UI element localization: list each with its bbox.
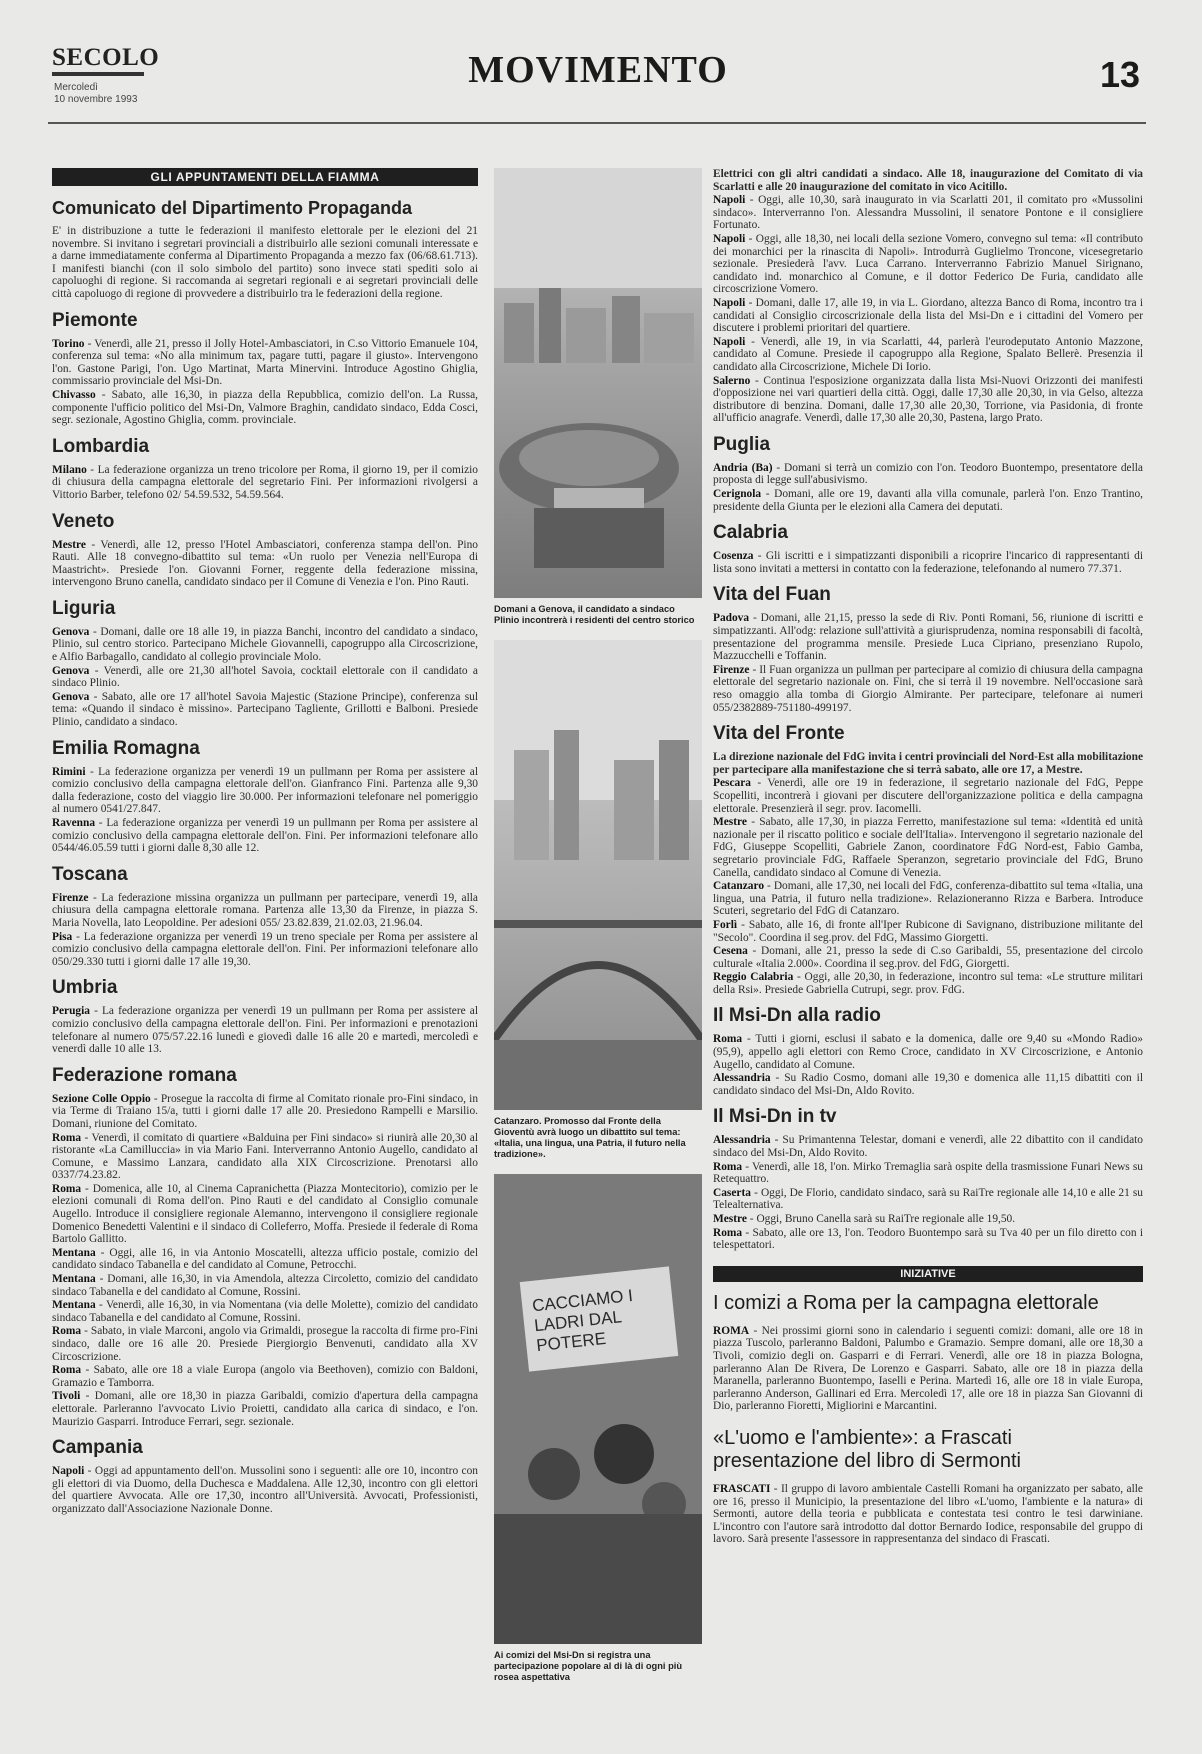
item-text: - La federazione missina organizza un pullmann per partecipare, venerdì 19, alla chiusura della campagna elettorale romana. Partenza alle 13,30 da Firenze, in piazza S. Maria Novella, lato Leopoldine. Per adesioni 055/ 23.82.839, 21.02.03, 21.96.04. [52,891,478,929]
page-number: 13 [1099,54,1140,95]
item-text: - Venerdì, il comitato di quartiere «Balduina per Fini sindaco» si riunirà alle 20,30 al ristorante «La Camilluccia» in via Mario Fani. Interverranno Antonio Augello, candidato al Comune, e Massimo Lanzara, candidato alla XIX Circoscrizione. Prenotarsi allo 0337/74.23.82. [52,1131,478,1182]
item-paragraph [713,1072,1143,1097]
region-heading: Umbria [52,977,118,999]
item-text: - Domani, alle ore 18,30 in piazza Garibaldi, comizio d'apertura della campagna elettorale. Parleranno l'avvocato Livio Proietti, candidato alla carica di sindaco, e l'on. Maurizio Gasparri. Introduce Ferrari, segr. sezionale. [52,1390,478,1428]
item-paragraph [713,462,1143,487]
item-paragraph [52,1005,478,1055]
intro-title: Comunicato del Dipartimento Propaganda [52,198,413,218]
item-paragraph [52,1183,478,1246]
item-paragraph [52,1465,478,1515]
item-city: Napoli [713,335,746,348]
region-heading: Vita del Fronte [713,723,845,745]
item-paragraph [713,1227,1143,1252]
item-paragraph [713,880,1143,918]
item-paragraph [713,375,1143,425]
item-city: Firenze [52,891,89,904]
item-paragraph [52,539,478,589]
item-paragraph [52,1093,478,1131]
genova-photo [494,168,702,598]
appointments-banner: GLI APPUNTAMENTI DELLA FIAMMA [52,168,478,186]
item-city: Ravenna [52,817,96,829]
region-heading: Campania [52,1437,143,1459]
item-city: Salerno [713,374,751,387]
item-text: - Venerdì, alle 12, presso l'Hotel Ambasciatori, conferenza stampa dell'on. Pino Rauti. Alle 18 convegno-dibattito sul tema: «Un ruolo per Venezia nell'Europa di Maastricht». Presiede l'on. Giovanni Forner, reggente della federazione missina, intervengono Bruno canella, candidato sindaco per il Comune di Venezia e l'on. Pino Rauti. [52,538,478,589]
item-text: - La federazione organizza un treno tricolore per Roma, il giorno 19, per il comizio di chiusura della campagna elettorale del segretario Fini. Per informazioni rivolgersi a Vittorio Barber, telefono 02/ 54.59.532, 54.59.564. [52,463,478,501]
roma-comizi-title: I comizi a Roma per la campagna elettorale [713,1291,1099,1314]
item-text: - Venerdì, alle 19, in via Scarlatti, 44, parlerà l'eurodeputato Antonio Mazzone, candidato al Comune. Presiede il capogruppo alla Regione, Spalato Bellerè. Presenzia il candidato alla Circoscrizione, Michele Di Iorio. [713,335,1143,373]
item-paragraph [52,338,478,388]
item-paragraph [713,1187,1143,1212]
item-text: - Oggi, alle 20,30, in federazione, incontro sul tema: «Le strutture militari della Rsi». Presiede Gabriella Cutrupi, segr. prov. FdG. [713,971,1143,996]
item-paragraph [713,336,1143,374]
item-city: Alessandria [713,1072,771,1085]
region-heading: Il Msi-Dn in tv [713,1106,837,1128]
protest-sign-text: CACCIAMO I LADRI DAL POTERE [531,1285,634,1356]
item-text: - Domani, alle 17,30, nei locali del FdG, conferenza-dibattito sul tema «Italia, una lingua, una Patria, il futuro nella tradizione». Relazioneranno Rizza e Barbera. Introduce Scuteri, segretario del FdG di Catanzaro. [713,880,1143,918]
item-paragraph [52,1364,478,1389]
item-text: - Domani, alle 21, presso la sede di C.so Garibaldi, 55, presentazione del circolo culturale «Italia 2.000». Coordina il seg.prov. del FdG, Giorgetti. [713,945,1143,970]
issue-weekday: Mercoledì [54,82,98,93]
item-paragraph [713,816,1143,879]
item-paragraph [52,892,478,930]
left-column [52,168,478,1698]
region-heading: Vita del Fuan [713,584,831,606]
item-text: - Continua l'esposizione organizzata dalla lista Msi-Nuovi Orizzonti dei manifesti d'opposizione nei vari quartieri della città. Oggi, dalle 17,30 alle 20,30, in via Gelso, altezza distributore di benzina. Domani, dalle 17,30 alle 20,30, Torrione, via Pasidonia, di fronte all'ufficio anagrafe. Venerdì, dalle 17,30 alle 20,30, Pastena, largo Prato. [713,374,1143,425]
region-heading: Calabria [713,522,788,544]
region-heading: Puglia [713,433,771,455]
item-city: Roma [52,1325,82,1338]
item-city: Mentana [52,1273,96,1286]
middle-column [494,168,702,1728]
item-city: Napoli [713,232,746,245]
item-text: - La federazione organizza per venerdì 19 un pullmann per Roma per assistere al comizio conclusivo della campagna elettorale dell'on. Gianfranco Fini. Partenza alle 9,30 dalla federazione, costo del viaggio lire 30.000. Per informazioni telefonare nel pomeriggio al numero 0541/27.847. [52,765,478,816]
item-text: - Sabato, in viale Marconi, angolo via Grimaldi, prosegue la raccolta di firme pro-Fini sindaco, dalle ore 16 alle 20. Presiede Piergiorgio Benvenuti, candidato alla XV Circoscrizione. [52,1325,478,1363]
item-text: - Gli iscritti e i simpatizzanti disponibili a ricoprire l'incarico di rappresentanti di lista sono invitati a mettersi in contatto con la federazione, telefonando al numero 77.371. [713,550,1143,575]
item-city: Andria (Ba) [713,461,773,474]
item-paragraph [52,464,478,502]
item-text: - Venerdì, alle 16,30, in via Nomentana (via delle Molette), comizio del candidato sindaco Tabanella e del candidato al Comune, Rossini. [52,1299,478,1324]
item-paragraph [52,1299,478,1324]
region-heading: Federazione romana [52,1064,237,1086]
item-paragraph [713,550,1143,575]
item-city: Forlì [713,918,738,931]
item-city: Pisa [52,930,73,943]
roma-comizi-text [713,1325,1143,1413]
item-text: - Su Primantenna Telestar, domani e venerdì, alle 22 dibattito con il candidato sindaco del Msi-Dn, Aldo Rovito. [713,1134,1143,1160]
frascati-city: FRASCATI [713,1482,771,1495]
item-city: Rimini [52,765,86,778]
region-heading: Liguria [52,597,116,619]
item-text: - Venerdì, alle 21, presso il Jolly Hotel-Ambasciatori, in C.so Vittorio Emanuele 104, conferenza sul tema: «No alla minimum tax, pagare tutti, pagare il giusto». Intervengono l'on. Gastone Parigi, l'on. Ugo Martinat, Marta Minervini. Introduce Agostino Ghiglia, commissario provinciale del Msi-Dn. [52,337,478,388]
item-city: Torino [52,337,85,350]
catanzaro-photo [494,640,702,1110]
item-city: Catanzaro [713,880,765,893]
region-heading: Il Msi-Dn alla radio [713,1005,881,1027]
item-text: La direzione nazionale del FdG invita i centri provinciali del Nord-Est alla mobilitazione per partecipare alla manifestazione che si terrà sabato, alle ore 17, a Mestre. [713,751,1143,776]
item-text: - Domani, alle ore 19, davanti alla villa comunale, parlerà l'on. Enzo Trantino, presidente della Giunta per le elezioni alla Camera dei deputati. [713,488,1143,513]
item-text: - Prosegue la raccolta di firme al Comitato rionale pro-Fini sindaco, in via Terme di Traiano 15/a, tutti i giorni dalle 17 alle 20. Presiedono Rampelli e Marsilio. Domani, riunione del Comitato. [52,1092,478,1130]
item-paragraph [52,817,478,855]
item-paragraph [52,1132,478,1182]
item-text: - Il Fuan organizza un pullman per partecipare al comizio di chiusura della campagna elettorale del segretario nazionale on. Fini, che si terrà il 19 novembre. Nell'occasione sarà reso omaggio alla tomba di Giorgio Almirante. Per partecipare, telefonare ai numeri 055/2382889-751180-499197. [713,663,1143,714]
section-title: MOVIMENTO [468,49,728,91]
item-city: Genova [52,625,90,638]
item-city: Chivasso [52,388,96,401]
item-city: Pescara [713,777,751,790]
item-paragraph [713,488,1143,513]
item-paragraph [713,971,1143,996]
item-paragraph [713,1033,1143,1071]
item-city: Firenze [713,663,750,676]
region-heading: Piemonte [52,309,138,331]
item-paragraph [713,1134,1143,1159]
item-city: Mestre [713,1213,747,1225]
item-text: - Tutti i giorni, esclusi il sabato e la domenica, dalle ore 9,40 su «Mondo Radio» (95,9), appello agli elettori con Remo Croce, candidato in XV Circoscrizione, e Antonio Augello, candidato al Comune. [713,1033,1143,1071]
roma-comizi-body: - Nei prossimi giorni sono in calendario i seguenti comizi: domani, alle ore 18 in piazza Tuscolo, parleranno Baldoni, Palumbo e Gramazio. Sempre domani, alle ore 18,30 a Tivoli, comizio degli on. Gasparri e di Ferrari. Venerdì, alle ore 18 in piazza Bologna, parleranno Alan De Rivera, De Lorenzo e Gasparri. Sabato, alle ore 18 in piazza della Maranella, parleranno Buontempo, Iaselli e Perina. Martedì 16, alle ore 18 in viale Europa, parleranno Anderson, Gallinari ed Erra. Mercoledì 17, alle ore 18 in piazza San Giovanni di Dio, parleranno Fioretti, Migliorini e Marcantini. [713,1324,1143,1413]
item-city: Mestre [713,816,747,829]
item-text: Elettrici con gli altri candidati a sindaco. Alle 18, inaugurazione del Comitato di via Scarlatti e alle 20 inaugurazione del comitato in vico Acitillo. [713,168,1143,193]
item-paragraph [52,389,478,427]
caption-genova: Domani a Genova, il candidato a sindaco Plinio incontrerà i residenti del centro storico [494,604,695,625]
item-city: Mentana [52,1299,96,1312]
item-city: Caserta [713,1186,751,1199]
header-divider [48,122,1146,124]
catanzaro-photo-art [494,640,702,1110]
item-text: - Domani, alle 21,15, presso la sede di Riv. Ponti Romani, 56, riunione di iscritti e simpatizzanti. All'odg: relazione sull'attività a giurisprudenza, nomina responsabili di facoltà, presentazione del programma mensile. Presiede Luca Cipriano, presenziano Rupolo, Mazzucchelli e Toffanin. [713,612,1143,663]
item-city: Roma [713,1226,743,1239]
item-text: - Su Radio Cosmo, domani alle 19,30 e domenica alle 11,15 dibattiti con il candidato sindaco del Msi-Dn, Aldo Rovito. [713,1072,1143,1097]
rally-photo-art [494,1174,702,1644]
item-city: Roma [713,1033,743,1046]
item-city: Milano [52,463,87,476]
rally-photo [494,1174,702,1644]
item-city: Reggio Calabria [713,971,794,984]
right-column [713,168,1143,1728]
item-text: - Oggi, alle 16, in via Antonio Moscatelli, altezza ufficio postale, comizio del candidato sindaco Tabanella e del candidato al Comune, Petrocchi. [52,1246,478,1272]
item-paragraph [52,1273,478,1298]
issue-date: 10 novembre 1993 [54,94,138,105]
item-city: Cosenza [713,550,754,563]
item-text: - La federazione organizza per venerdì 19 un treno speciale per Roma per assistere al comizio conclusivo della campagna elettorale dell'on. Fini. Per informazioni telefonare allo 050/29.330 tutti i giorni dalle 17 alle 19,30. [52,930,478,968]
item-text: - Sabato, alle 16, di fronte all'Iper Rubicone di Savignano, distribuzione militante del "Secolo". Coordina il seg.prov. del FdG, Massimo Giorgetti. [713,918,1143,944]
item-city: Roma [52,1131,82,1144]
item-paragraph [52,626,478,664]
item-text: - Sabato, alle ore 18 a viale Europa (angolo via Beethoven), comizio con Baldoni, Gramazio e Tamborra. [52,1364,478,1389]
item-paragraph [713,945,1143,970]
left-sections [52,310,478,1516]
region-heading: Toscana [52,863,128,885]
item-paragraph [52,1390,478,1428]
item-text: - Oggi, alle 10,30, sarà inaugurato in via Scarlatti 201, il comitato pro «Mussolini sindaco». Interverranno l'on. Alessandra Mussolini, il senatore Pontone e il consigliere Fortunato. [713,194,1143,232]
item-text: - Sabato, alle 17,30, in piazza Ferretto, manifestazione sul tema: «Identità ed unità nazionale per il riscatto politico e sociale dell'Italia». Intervengono il segretario nazionale del FdG, Giuseppe Scopelliti, Gabriele Zanon, coordinatore FdG Nord-est, Fabio Gamba, segretario provinciale FdG, Raffaele Speranzon, segretario provinciale del FdG, Bruno Canella, candidato sindaco al Comune di Venezia. [713,816,1143,879]
item-text: - Domenica, alle 10, al Cinema Capranichetta (Piazza Montecitorio), comizio per le elezioni comunali di Roma dell'on. Pino Rauti e del candidato al Consiglio comunale Augello. Introduce il consigliere regionale Alemanno, intervengono il consigliere regionale Domenico Benedetti Valentini e il sindaco di Colleferro, Moffa. Presiede il federale di Roma Bartolo Gallitto. [52,1182,478,1246]
item-paragraph [713,1161,1143,1186]
item-city: Genova [52,664,90,677]
item-paragraph [713,751,1143,776]
region-heading: Emilia Romagna [52,737,200,759]
item-city: Mestre [52,538,86,551]
iniziative-banner: INIZIATIVE [713,1266,1143,1282]
item-text: - La federazione organizza per venerdì 19 un pullmann per Roma per assistere al comizio conclusivo della campagna elettorale dell'on. Fini. Per informazioni e prenotazioni telefonare al numero 075/57.22.16 lunedì e giovedì dalle 16 alle 20 e martedì, mercoledì e venerdì dalle 10 alle 13. [52,1005,478,1056]
item-text: - Venerdì, alle ore 21,30 all'hotel Savoia, cocktail elettorale con il candidato a sindaco Plinio. [52,664,478,690]
frascati-body: - Il gruppo di lavoro ambientale Castelli Romani ha organizzato per sabato, alle ore 16, presso il Municipio, la presentazione del libro «L'uomo, l'ambiente e la natura» di Sermonti, autore della teoria e pubblicata e contestata tesi contro le tesi darwiniane. L'incontro con l'autore sarà introdotto dal dottor Bernardo Iodice, responsabile del gruppo di lavoro. Sarà presente l'assessore in rappresentanza del sindaco di Frascati. [713,1482,1143,1546]
item-paragraph [52,931,478,969]
newspaper-logo: SECOLO [52,44,160,71]
item-city: Cesena [713,945,748,958]
item-text: - Domani si terrà un comizio con l'on. Teodoro Buontempo, presentatore della proposta di legge sull'abusivismo. [713,461,1143,487]
right-sections [713,434,1143,1252]
item-paragraph [52,665,478,690]
item-city: Tivoli [52,1390,81,1403]
item-paragraph [52,1325,478,1363]
item-paragraph [713,233,1143,296]
item-city: Perugia [52,1005,90,1018]
roma-comizi-city: ROMA [713,1324,750,1337]
item-paragraph [713,612,1143,662]
genova-photo-art [494,168,702,598]
item-city: Genova [52,690,90,703]
item-text: - La federazione organizza per venerdì 19 un pullmann per Roma per assistere al comizio conclusivo della campagna elettorale dell'on. Fini. Per informazioni telefonare allo 0544/46.05.59 tutti i giorni dalle 8,30 alle 12. [52,817,478,855]
item-text: - Domani, dalle ore 18 alle 19, in piazza Banchi, incontro del candidato a sindaco, Plinio, sul centro storico. Partecipano Michele Giovannelli, capogruppo alla Circoscrizione, e Alfio Barbagallo, candidato al collegio provinciale Molo. [52,625,478,664]
item-city: Roma [52,1364,82,1377]
item-text: - Sabato, alle ore 17 all'hotel Savoia Majestic (Stazione Principe), conferenza sul tema: «Quando il sindaco è missino». Partecipano Tagliente, Grillotti e Balboni. Presiede Plinio, candidato a sindaco. [52,690,478,729]
item-paragraph [713,664,1143,714]
item-paragraph [52,1247,478,1272]
intro-text: E' in distribuzione a tutte le federazioni il manifesto elettorale per le elezioni del 21 novembre. Si invitano i segretari provinciali a distribuirlo alle sezioni comunali interessate e a darne immediatamente conferma al Dipartimento Propaganda a mezzo fax (06/68.61.713). I manifesti bianchi (con il solo simbolo del partito) sono invece stati spediti solo ai capoluoghi di regione. Si raccomanda ai segretari regionali e ai segretari provinciali delle città capoluogo di regione di provvedere a distribuirlo tra le federazioni della regione. [52,225,478,300]
logo-underline [52,72,144,76]
item-paragraph [713,194,1143,232]
frascati-title: «L'uomo e l'ambiente»: a Frascati presentazione del libro di Sermonti [713,1426,1021,1472]
item-text: - Domani, dalle 17, alle 19, in via L. Giordano, altezza Banco di Roma, incontro tra i candidati al Consiglio circoscrizionale della lista del Msi-Dn e i cittadini del Vomero per discutere i problemi prioritari del quartiere. [713,296,1143,335]
item-text: - Venerdì, alle ore 19 in federazione, il segretario nazionale del FdG, Peppe Scopelliti, incontrerà i giovani per discutere dell'organizzazione politica e della campagna elettorale. Presenzierà il segr. prov. Iacomelli. [713,777,1143,815]
item-city: Alessandria [713,1134,771,1147]
page-header [48,40,1148,110]
item-city: Napoli [713,296,746,309]
item-text: - Venerdì, alle 18, l'on. Mirko Tremaglia sarà ospite della trasmissione Funari News su Retequattro. [713,1160,1143,1186]
item-paragraph [713,777,1143,815]
item-city: Roma [52,1182,82,1195]
item-text: - Sabato, alle 16,30, in piazza della Repubblica, comizio dell'on. La Russa, componente l'ufficio politico del Msi-Dn, Valmore Braghin, candidato sindaco, Edda Cosci, segr. sezionale, Agostino Ghiglia, comm. provinciale. [52,388,478,427]
item-city: Cerignola [713,488,762,501]
region-heading: Lombardia [52,435,150,457]
item-text: - Oggi, Bruno Canella sarà su RaiTre regionale alle 19,50. [746,1213,1016,1225]
item-paragraph [713,1213,1143,1226]
item-paragraph [713,168,1143,193]
region-heading: Veneto [52,510,115,532]
item-city: Padova [713,612,750,625]
frascati-text [713,1483,1143,1546]
caption-rally: Ai comizi del Msi-Dn si registra una partecipazione popolare al di là di ogni più rosea aspettativa [494,1650,683,1682]
item-paragraph [713,919,1143,944]
item-text: - Domani, alle 16,30, in via Amendola, altezza Circoletto, comizio del candidato sindaco Tabanella e del candidato al Comune, Rossini. [52,1273,478,1298]
item-paragraph [52,766,478,816]
item-text: - Oggi ad appuntamento dell'on. Mussolini sono i seguenti: alle ore 10, incontro con gli elettori di via Duomo, della Duchesca e Maddalena. Alle 12,30, incontro con gli elettori del quartiere Avvocata. Alle ore 17,30, incontro all'Università. Avvocati, Professionisti, organizzato dall'Associazione Nazionale Donne. [52,1465,478,1515]
item-city: Mentana [52,1246,96,1259]
item-text: - Oggi, alle 18,30, nei locali della sezione Vomero, convegno sul tema: «Il contributo dei monarchici per la rinascita di Napoli». Introdurrà Guglielmo Troncone, vicesegretario sezionale. Presiederà l'avv. Luca Carrano. Interverranno Fabrizio Manuel Sirignano, candidato ind. monarchico al Comune, e il dottor Federico De Furia, candidato alle circoscrizione Vomero. [713,232,1143,296]
item-text: - Oggi, De Florio, candidato sindaco, sarà su RaiTre regionale alle 14,10 e alle 21 su Telealternativa. [713,1186,1143,1212]
item-paragraph [52,691,478,729]
item-city: Roma [713,1160,743,1173]
item-city: Napoli [52,1465,85,1478]
item-text: - Sabato, alle ore 13, l'on. Teodoro Buontempo sarà su Tva 40 per un filo diretto con i telespettatori. [713,1226,1143,1252]
item-city: Napoli [713,194,746,207]
item-city: Sezione Colle Oppio [52,1092,151,1105]
caption-catanzaro: Catanzaro. Promosso dal Fronte della Gioventù avrà luogo un dibattito sul tema: «Italia, una lingua, una Patria, il futuro nella tradizione». [494,1116,686,1159]
item-paragraph [713,297,1143,335]
right-top-paras [713,168,1143,425]
